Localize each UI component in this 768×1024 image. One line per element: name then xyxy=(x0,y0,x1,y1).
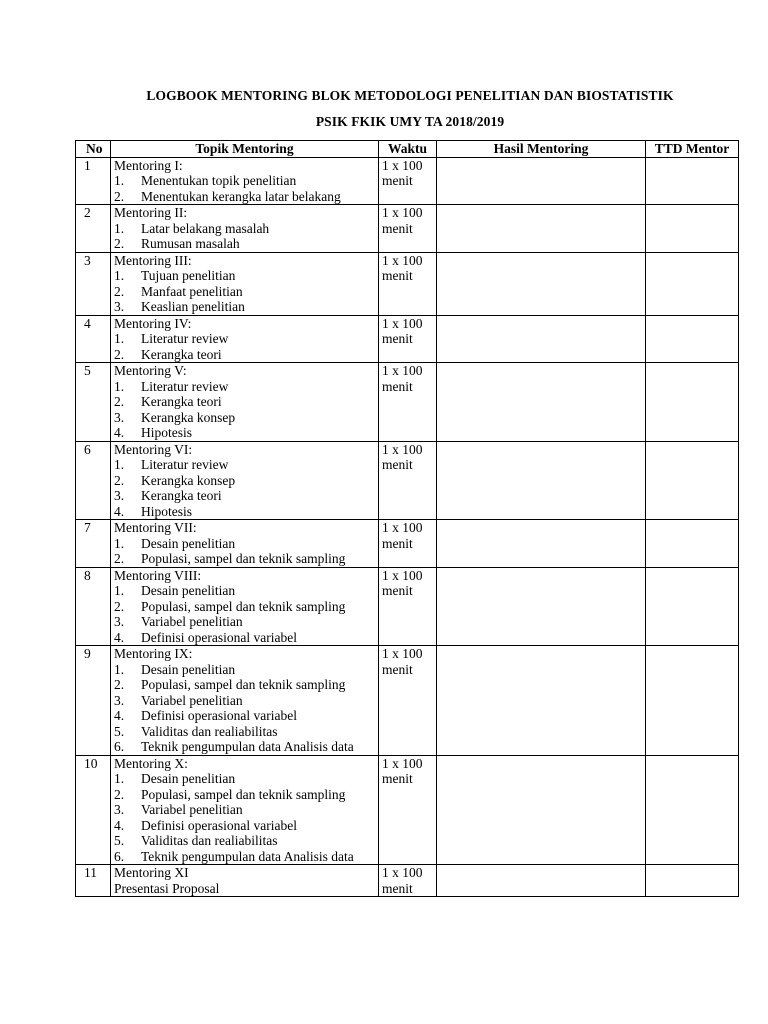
topic-item-number: 6. xyxy=(114,739,125,754)
ttd-cell[interactable] xyxy=(646,646,739,756)
mentoring-title: Mentoring I: xyxy=(114,157,183,173)
waktu-cell xyxy=(379,567,437,646)
topic-item-number: 3. xyxy=(114,488,125,503)
topik-cell xyxy=(111,157,379,205)
topic-list-item xyxy=(114,630,375,646)
waktu-unit: menit xyxy=(382,378,413,394)
topic-item-number: 4. xyxy=(114,503,125,519)
table-row xyxy=(76,252,739,315)
header-hasil: Hasil Mentoring xyxy=(437,141,646,158)
topik-cell xyxy=(111,646,379,756)
topic-list-item xyxy=(114,488,375,504)
row-number: 5 xyxy=(76,363,111,442)
topic-list-item xyxy=(114,724,375,740)
topic-list-item xyxy=(114,551,375,567)
topic-item-number: 4. xyxy=(114,817,125,833)
topic-item-number: 2. xyxy=(114,551,125,566)
topic-list-item xyxy=(114,599,375,615)
waktu-unit: menit xyxy=(382,268,413,283)
topic-list-item xyxy=(114,802,375,818)
topic-item-number: 3. xyxy=(114,614,125,629)
topic-item-number: 1. xyxy=(114,535,125,551)
topic-item-text: Desain penelitian xyxy=(141,535,236,551)
table-row xyxy=(76,315,739,363)
topic-item-text: Hipotesis xyxy=(141,425,193,440)
topic-list-item xyxy=(114,662,375,678)
topic-item-text: Validitas dan realiabilitas xyxy=(141,723,278,739)
topic-item-text: Variabel penelitian xyxy=(141,692,243,708)
topic-item-number: 2. xyxy=(114,394,125,409)
table-row xyxy=(76,205,739,253)
waktu-unit: menit xyxy=(382,583,413,598)
header-topik: Topik Mentoring xyxy=(111,141,379,158)
table-row xyxy=(76,363,739,442)
topic-item-text: Desain penelitian xyxy=(141,771,236,786)
topic-item-number: 1. xyxy=(114,378,125,394)
ttd-cell[interactable] xyxy=(646,755,739,865)
topic-item-number: 5. xyxy=(114,833,125,848)
topic-item-text: Literatur review xyxy=(141,457,229,472)
topic-item-number: 1. xyxy=(114,173,125,188)
topic-item-text: Keaslian penelitian xyxy=(141,299,245,314)
ttd-cell[interactable] xyxy=(646,865,739,897)
waktu-duration: 1 x 100 xyxy=(382,520,423,535)
topic-list-item xyxy=(114,583,375,599)
topic-item-number: 2. xyxy=(114,236,125,251)
topic-item-text: Populasi, sampel dan teknik sampling xyxy=(141,677,346,692)
ttd-cell[interactable] xyxy=(646,363,739,442)
topic-list-item xyxy=(114,536,375,552)
topic-item-text: Manfaat penelitian xyxy=(141,283,243,299)
topic-item-text: Literatur review xyxy=(141,378,229,394)
hasil-cell[interactable] xyxy=(437,865,646,897)
topic-item-number: 2. xyxy=(114,472,125,488)
waktu-unit: menit xyxy=(382,220,413,236)
topic-list-item xyxy=(114,677,375,693)
topic-item-number: 2. xyxy=(114,283,125,299)
topic-item-number: 5. xyxy=(114,723,125,739)
topic-list-item xyxy=(114,457,375,473)
topic-item-number: 2. xyxy=(114,188,125,204)
logbook-table xyxy=(75,140,739,897)
table-row xyxy=(76,520,739,568)
topic-list-item xyxy=(114,394,375,410)
topic-list-item xyxy=(114,614,375,630)
topic-list-item xyxy=(114,771,375,787)
topic-list-item xyxy=(114,818,375,834)
topic-item-text: Kerangka konsep xyxy=(141,409,236,425)
topik-cell xyxy=(111,520,379,568)
ttd-cell[interactable] xyxy=(646,157,739,205)
waktu-cell xyxy=(379,646,437,756)
topic-list-item xyxy=(114,410,375,426)
mentoring-title: Mentoring IV: xyxy=(114,315,192,331)
topic-item-text: Tujuan penelitian xyxy=(141,268,236,283)
waktu-unit: menit xyxy=(382,457,413,472)
topik-cell xyxy=(111,441,379,520)
topic-item-number: 4. xyxy=(114,708,125,723)
topic-list-item xyxy=(114,833,375,849)
waktu-unit: menit xyxy=(382,880,413,896)
topic-list-item xyxy=(114,473,375,489)
topic-list-item xyxy=(114,268,375,284)
hasil-cell[interactable] xyxy=(437,441,646,520)
waktu-duration: 1 x 100 xyxy=(382,205,423,220)
hasil-cell[interactable] xyxy=(437,520,646,568)
hasil-cell[interactable] xyxy=(437,646,646,756)
topic-item-text: Variabel penelitian xyxy=(141,802,243,817)
waktu-unit: menit xyxy=(382,535,413,551)
topic-list-item xyxy=(114,284,375,300)
topic-list-item xyxy=(114,693,375,709)
topic-item-text: Hipotesis xyxy=(141,503,193,519)
row-number: 10 xyxy=(76,755,111,865)
row-number: 7 xyxy=(76,520,111,568)
topic-list-item xyxy=(114,189,375,205)
topic-item-text: Populasi, sampel dan teknik sampling xyxy=(141,598,346,614)
topic-list-item xyxy=(114,849,375,865)
topik-cell xyxy=(111,363,379,442)
topic-item-number: 1. xyxy=(114,457,125,472)
waktu-unit: menit xyxy=(382,331,413,346)
waktu-unit: menit xyxy=(382,771,413,786)
mentoring-title: Mentoring X: xyxy=(114,755,188,771)
mentoring-title: Mentoring VIII: xyxy=(114,567,202,583)
topik-cell xyxy=(111,252,379,315)
topic-item-text: Menentukan kerangka latar belakang xyxy=(141,188,341,204)
ttd-cell[interactable] xyxy=(646,252,739,315)
hasil-cell[interactable] xyxy=(437,157,646,205)
waktu-duration: 1 x 100 xyxy=(382,567,423,583)
topic-item-text: Teknik pengumpulan data Analisis data xyxy=(141,739,354,754)
topic-list-item xyxy=(114,236,375,252)
topic-item-text: Kerangka teori xyxy=(141,488,222,503)
ttd-cell[interactable] xyxy=(646,315,739,363)
mentoring-title: Mentoring V: xyxy=(114,363,187,378)
mentoring-subtitle: Presentasi Proposal xyxy=(114,880,220,896)
topic-item-text: Populasi, sampel dan teknik sampling xyxy=(141,786,346,802)
topic-item-text: Desain penelitian xyxy=(141,583,236,598)
topic-item-text: Definisi operasional variabel xyxy=(141,629,297,645)
hasil-cell[interactable] xyxy=(437,567,646,646)
waktu-cell xyxy=(379,441,437,520)
row-number: 3 xyxy=(76,252,111,315)
hasil-cell[interactable] xyxy=(437,755,646,865)
topic-item-number: 3. xyxy=(114,692,125,708)
topik-cell xyxy=(111,315,379,363)
topic-item-text: Rumusan masalah xyxy=(141,236,240,251)
hasil-cell[interactable] xyxy=(437,252,646,315)
topic-item-number: 1. xyxy=(114,661,125,677)
mentoring-title: Mentoring IX: xyxy=(114,646,193,661)
topic-item-number: 1. xyxy=(114,268,125,283)
waktu-cell xyxy=(379,520,437,568)
topic-list-item xyxy=(114,708,375,724)
topic-list-item xyxy=(114,299,375,315)
waktu-duration: 1 x 100 xyxy=(382,865,423,880)
mentoring-title: Mentoring VII: xyxy=(114,520,197,535)
row-number: 8 xyxy=(76,567,111,646)
table-row xyxy=(76,865,739,897)
mentoring-title: Mentoring VI: xyxy=(114,441,193,457)
waktu-cell xyxy=(379,157,437,205)
document-title: LOGBOOK MENTORING BLOK METODOLOGI PENELITIAN DAN BIOSTATISTIK xyxy=(146,88,674,103)
topic-item-number: 2. xyxy=(114,677,125,692)
topic-list-item xyxy=(114,739,375,755)
waktu-unit: menit xyxy=(382,661,413,677)
topic-item-number: 3. xyxy=(114,299,125,314)
header-ttd: TTD Mentor xyxy=(646,141,739,158)
waktu-cell xyxy=(379,363,437,442)
topic-item-text: Kerangka teori xyxy=(141,346,222,362)
ttd-cell[interactable] xyxy=(646,205,739,253)
hasil-cell[interactable] xyxy=(437,205,646,253)
topic-list-item xyxy=(114,379,375,395)
topic-item-number: 1. xyxy=(114,220,125,236)
table-row xyxy=(76,567,739,646)
topic-item-text: Definisi operasional variabel xyxy=(141,817,297,833)
topic-item-text: Literatur review xyxy=(141,331,229,346)
waktu-unit: menit xyxy=(382,173,413,188)
topic-list-item xyxy=(114,425,375,441)
waktu-cell xyxy=(379,865,437,897)
waktu-duration: 1 x 100 xyxy=(382,755,423,771)
row-number: 1 xyxy=(76,157,111,205)
waktu-duration: 1 x 100 xyxy=(382,441,423,457)
table-body xyxy=(76,157,739,897)
topic-item-number: 1. xyxy=(114,583,125,598)
mentoring-title: Mentoring XI xyxy=(114,865,189,880)
waktu-duration: 1 x 100 xyxy=(382,315,423,331)
waktu-cell xyxy=(379,755,437,865)
row-number: 2 xyxy=(76,205,111,253)
topik-cell xyxy=(111,755,379,865)
topic-item-number: 1. xyxy=(114,331,125,346)
table-row xyxy=(76,646,739,756)
topic-item-number: 6. xyxy=(114,848,125,864)
topic-list-item xyxy=(114,221,375,237)
topik-cell xyxy=(111,205,379,253)
hasil-cell[interactable] xyxy=(437,315,646,363)
table-header-row xyxy=(76,141,739,158)
topic-item-text: Desain penelitian xyxy=(141,661,236,677)
ttd-cell[interactable] xyxy=(646,441,739,520)
topik-cell xyxy=(111,567,379,646)
topic-list-item xyxy=(114,347,375,363)
topic-item-text: Kerangka teori xyxy=(141,394,222,409)
hasil-cell[interactable] xyxy=(437,363,646,442)
table-row xyxy=(76,755,739,865)
topic-item-number: 4. xyxy=(114,425,125,440)
topik-cell xyxy=(111,865,379,897)
topic-list-item xyxy=(114,331,375,347)
document-subtitle: PSIK FKIK UMY TA 2018/2019 xyxy=(315,114,505,129)
row-number: 9 xyxy=(76,646,111,756)
row-number: 6 xyxy=(76,441,111,520)
topic-item-number: 3. xyxy=(114,802,125,817)
table-row xyxy=(76,441,739,520)
mentoring-title: Mentoring III: xyxy=(114,252,192,268)
topic-item-text: Teknik pengumpulan data Analisis data xyxy=(141,848,354,864)
topic-item-number: 2. xyxy=(114,786,125,802)
row-number: 11 xyxy=(76,865,111,897)
topic-item-number: 3. xyxy=(114,409,125,425)
waktu-cell xyxy=(379,315,437,363)
waktu-duration: 1 x 100 xyxy=(382,157,423,173)
row-number: 4 xyxy=(76,315,111,363)
ttd-cell[interactable] xyxy=(646,567,739,646)
topic-item-text: Kerangka konsep xyxy=(141,472,236,488)
table-row xyxy=(76,157,739,205)
waktu-cell xyxy=(379,252,437,315)
topic-item-text: Validitas dan realiabilitas xyxy=(141,833,278,848)
topic-item-number: 4. xyxy=(114,629,125,645)
topic-item-text: Variabel penelitian xyxy=(141,614,243,629)
ttd-cell[interactable] xyxy=(646,520,739,568)
topic-item-number: 2. xyxy=(114,598,125,614)
waktu-duration: 1 x 100 xyxy=(382,252,423,268)
topic-list-item xyxy=(114,173,375,189)
topic-item-text: Definisi operasional variabel xyxy=(141,708,297,723)
topic-item-text: Menentukan topik penelitian xyxy=(141,173,297,188)
waktu-duration: 1 x 100 xyxy=(382,646,423,661)
topic-item-text: Latar belakang masalah xyxy=(141,220,270,236)
topic-list-item xyxy=(114,787,375,803)
header-no: No xyxy=(76,141,111,158)
waktu-cell xyxy=(379,205,437,253)
topic-item-number: 1. xyxy=(114,771,125,786)
mentoring-title: Mentoring II: xyxy=(114,205,188,220)
waktu-duration: 1 x 100 xyxy=(382,363,423,378)
topic-item-number: 2. xyxy=(114,346,125,362)
topic-item-text: Populasi, sampel dan teknik sampling xyxy=(141,551,346,566)
header-waktu: Waktu xyxy=(379,141,437,158)
topic-list-item xyxy=(114,504,375,520)
